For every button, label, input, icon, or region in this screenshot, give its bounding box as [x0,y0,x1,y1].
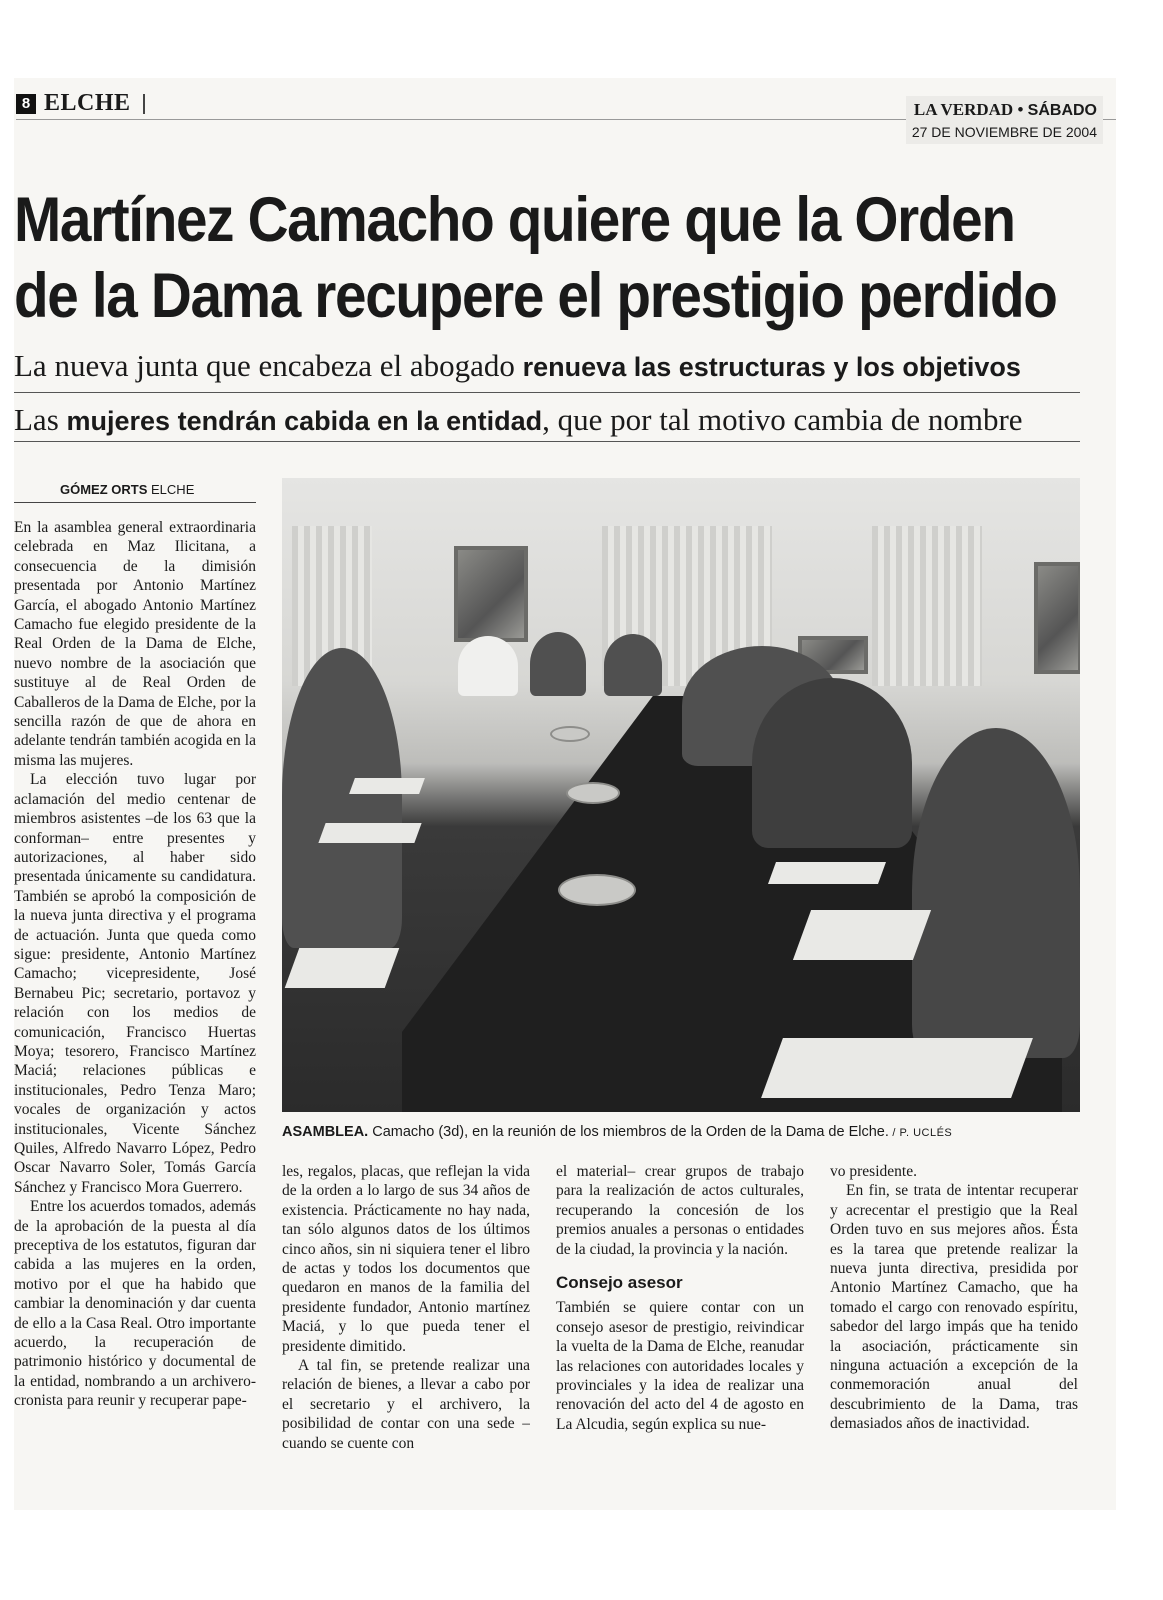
caption-text: Camacho (3d), en la reunión de los miembros de la Orden de la Dama de Elche. [368,1124,889,1140]
section-name: ELCHE [44,90,131,116]
section-header [16,90,145,117]
deck-bold: renueva las estructuras y los objetivos [522,352,1021,382]
paragraph: A tal fin, se pretende realizar una relación de bienes, a llevar a cabo por el secretario y el archivero, la posibilidad de contar con una sede –cuando se cuente con [282,1357,530,1452]
paragraph: En la asamblea general extraordinaria celebrada en Maz Ilicitana, a consecuencia de la dimisión presentada por Antonio Martínez García, el abogado Antonio Martínez Camacho fue elegido presidente de la Real Orden de la Dama de Elche, nuevo nombre de la asociación que sustituye al de Real Orden de Caballeros de la Dama de Elche, por la sencilla razón de que de ahora en adelante tendrán también acogida en la misma las mujeres. [14,519,256,769]
publication-date: 27 DE NOVIEMBRE DE 2004 [911,124,1097,140]
section-divider [143,94,145,114]
subheadline-1 [14,348,1104,384]
paragraph: vo presidente. [830,1163,917,1180]
deck-rule [14,392,1080,393]
deck-text: La nueva junta que encabeza el abogado [14,348,523,383]
publication-name: LA VERDAD [913,100,1014,119]
paragraph: También se quiere contar con un consejo asesor de prestigio, reivindicar la vuelta de la Dama de Elche, reanudar las relaciones con autoridades locales y provinciales y la idea de realizar una renovación del acto del 4 de agosto en La Alcudia, según explica su nue- [556,1299,804,1433]
masthead: LA VERDAD • SÁBADO 27 DE NOVIEMBRE DE 2004 [906,96,1103,144]
photo-caption [282,1124,1082,1140]
headline-line-2: de la Dama recupere el prestigio perdido [14,261,1057,331]
meeting-photo [282,478,1080,1112]
photo-credit: / P. UCLÉS [888,1127,953,1139]
paragraph: Entre los acuerdos tomados, además de la aprobación de la puesta al día preceptiva de los estatutos, figuran dar cabida a las mujeres en la orden, motivo por el que ha habido que cambiar la denominación y dar cuenta de ello a la Casa Real. Otro importante acuerdo, la recuperación de patrimonio histórico y documental de la entidad, nombrando a un archivero-cronista para reunir y recuperar pape- [14,1198,256,1410]
byline-author: GÓMEZ ORTS [60,482,148,497]
caption-label: ASAMBLEA. [282,1124,369,1140]
paragraph: La elección tuvo lugar por aclamación del medio centenar de miembros asistentes –de los 63 que la conforman– entre presentes y autorizaciones, al haber sido presentada únicamente su candidatura. También se aprobó la composición de la nueva junta directiva y el programa de actuación. Junta que queda como sigue: presidente, Antonio Martínez Camacho; vicepresidente, José Bernabeu Pic; secretario, portavoz y relación con los medios de comunicación, Francisco Huertas Moya; tesorero, Francisco Martínez Maciá; relaciones públicas e institucionales, Pedro Tenza Maro; vocales de organización y actos institucionales, Vicente Sánchez Quiles, Alfredo Navarro López, Pedro Oscar Navarro Soler, Tomás García Sánchez y Francisco Mora Guerrero. [14,771,256,1196]
byline [60,482,194,497]
article-column-1 [14,518,256,1478]
headline [14,182,1094,334]
byline-rule [14,502,256,503]
paragraph: En fin, se trata de intentar recuperar y acrecentar el prestigio que la Real Orden tuvo en sus mejores años. Ésta es la tarea que pretende realizar la nueva junta directiva, presidida por Antonio Martínez Camacho, que ha tomado el cargo con renovado espíritu, sabedor del largo impás que ha tenido la asociación, prácticamente sin ninguna actuación a excepción de la conmemoración anual del descubrimiento de la Dama, tras demasiados años de inactividad. [830,1182,1078,1433]
article-column-2 [282,1162,530,1478]
headline-line-1: Martínez Camacho quiere que la Orden [14,185,1015,255]
subhead-consejo-asesor: Consejo asesor [556,1273,683,1293]
paragraph: el material– crear grupos de trabajo para la realización de actos culturales, recuperando la concesión de los premios anuales a personas o entidades de la ciudad, la provincia y la nación. [556,1163,804,1258]
article-column-4 [830,1162,1078,1478]
publication-day: SÁBADO [1027,102,1097,119]
paragraph: les, regalos, placas, que reflejan la vida de la orden a lo largo de sus 34 años de existencia. Prácticamente no hay nada, tan sólo algunos datos de los últimos cinco años, sin ni siquiera tener el libro de actas y todos los documentos que quedaron en manos de la familia del presidente fundador, Antonio martínez Maciá, y lo que pueda tener el presidente dimitido. [282,1163,530,1355]
page-number: 8 [16,94,36,114]
deck-rule [14,441,1080,442]
article-column-3 [556,1162,804,1478]
byline-location: ELCHE [151,482,195,497]
subheadline-2 [14,402,1104,438]
deck-text: Las [14,402,67,437]
deck-text: , que por tal motivo cambia de nombre [542,402,1023,437]
deck-bold: mujeres tendrán cabida en la entidad [66,406,543,436]
